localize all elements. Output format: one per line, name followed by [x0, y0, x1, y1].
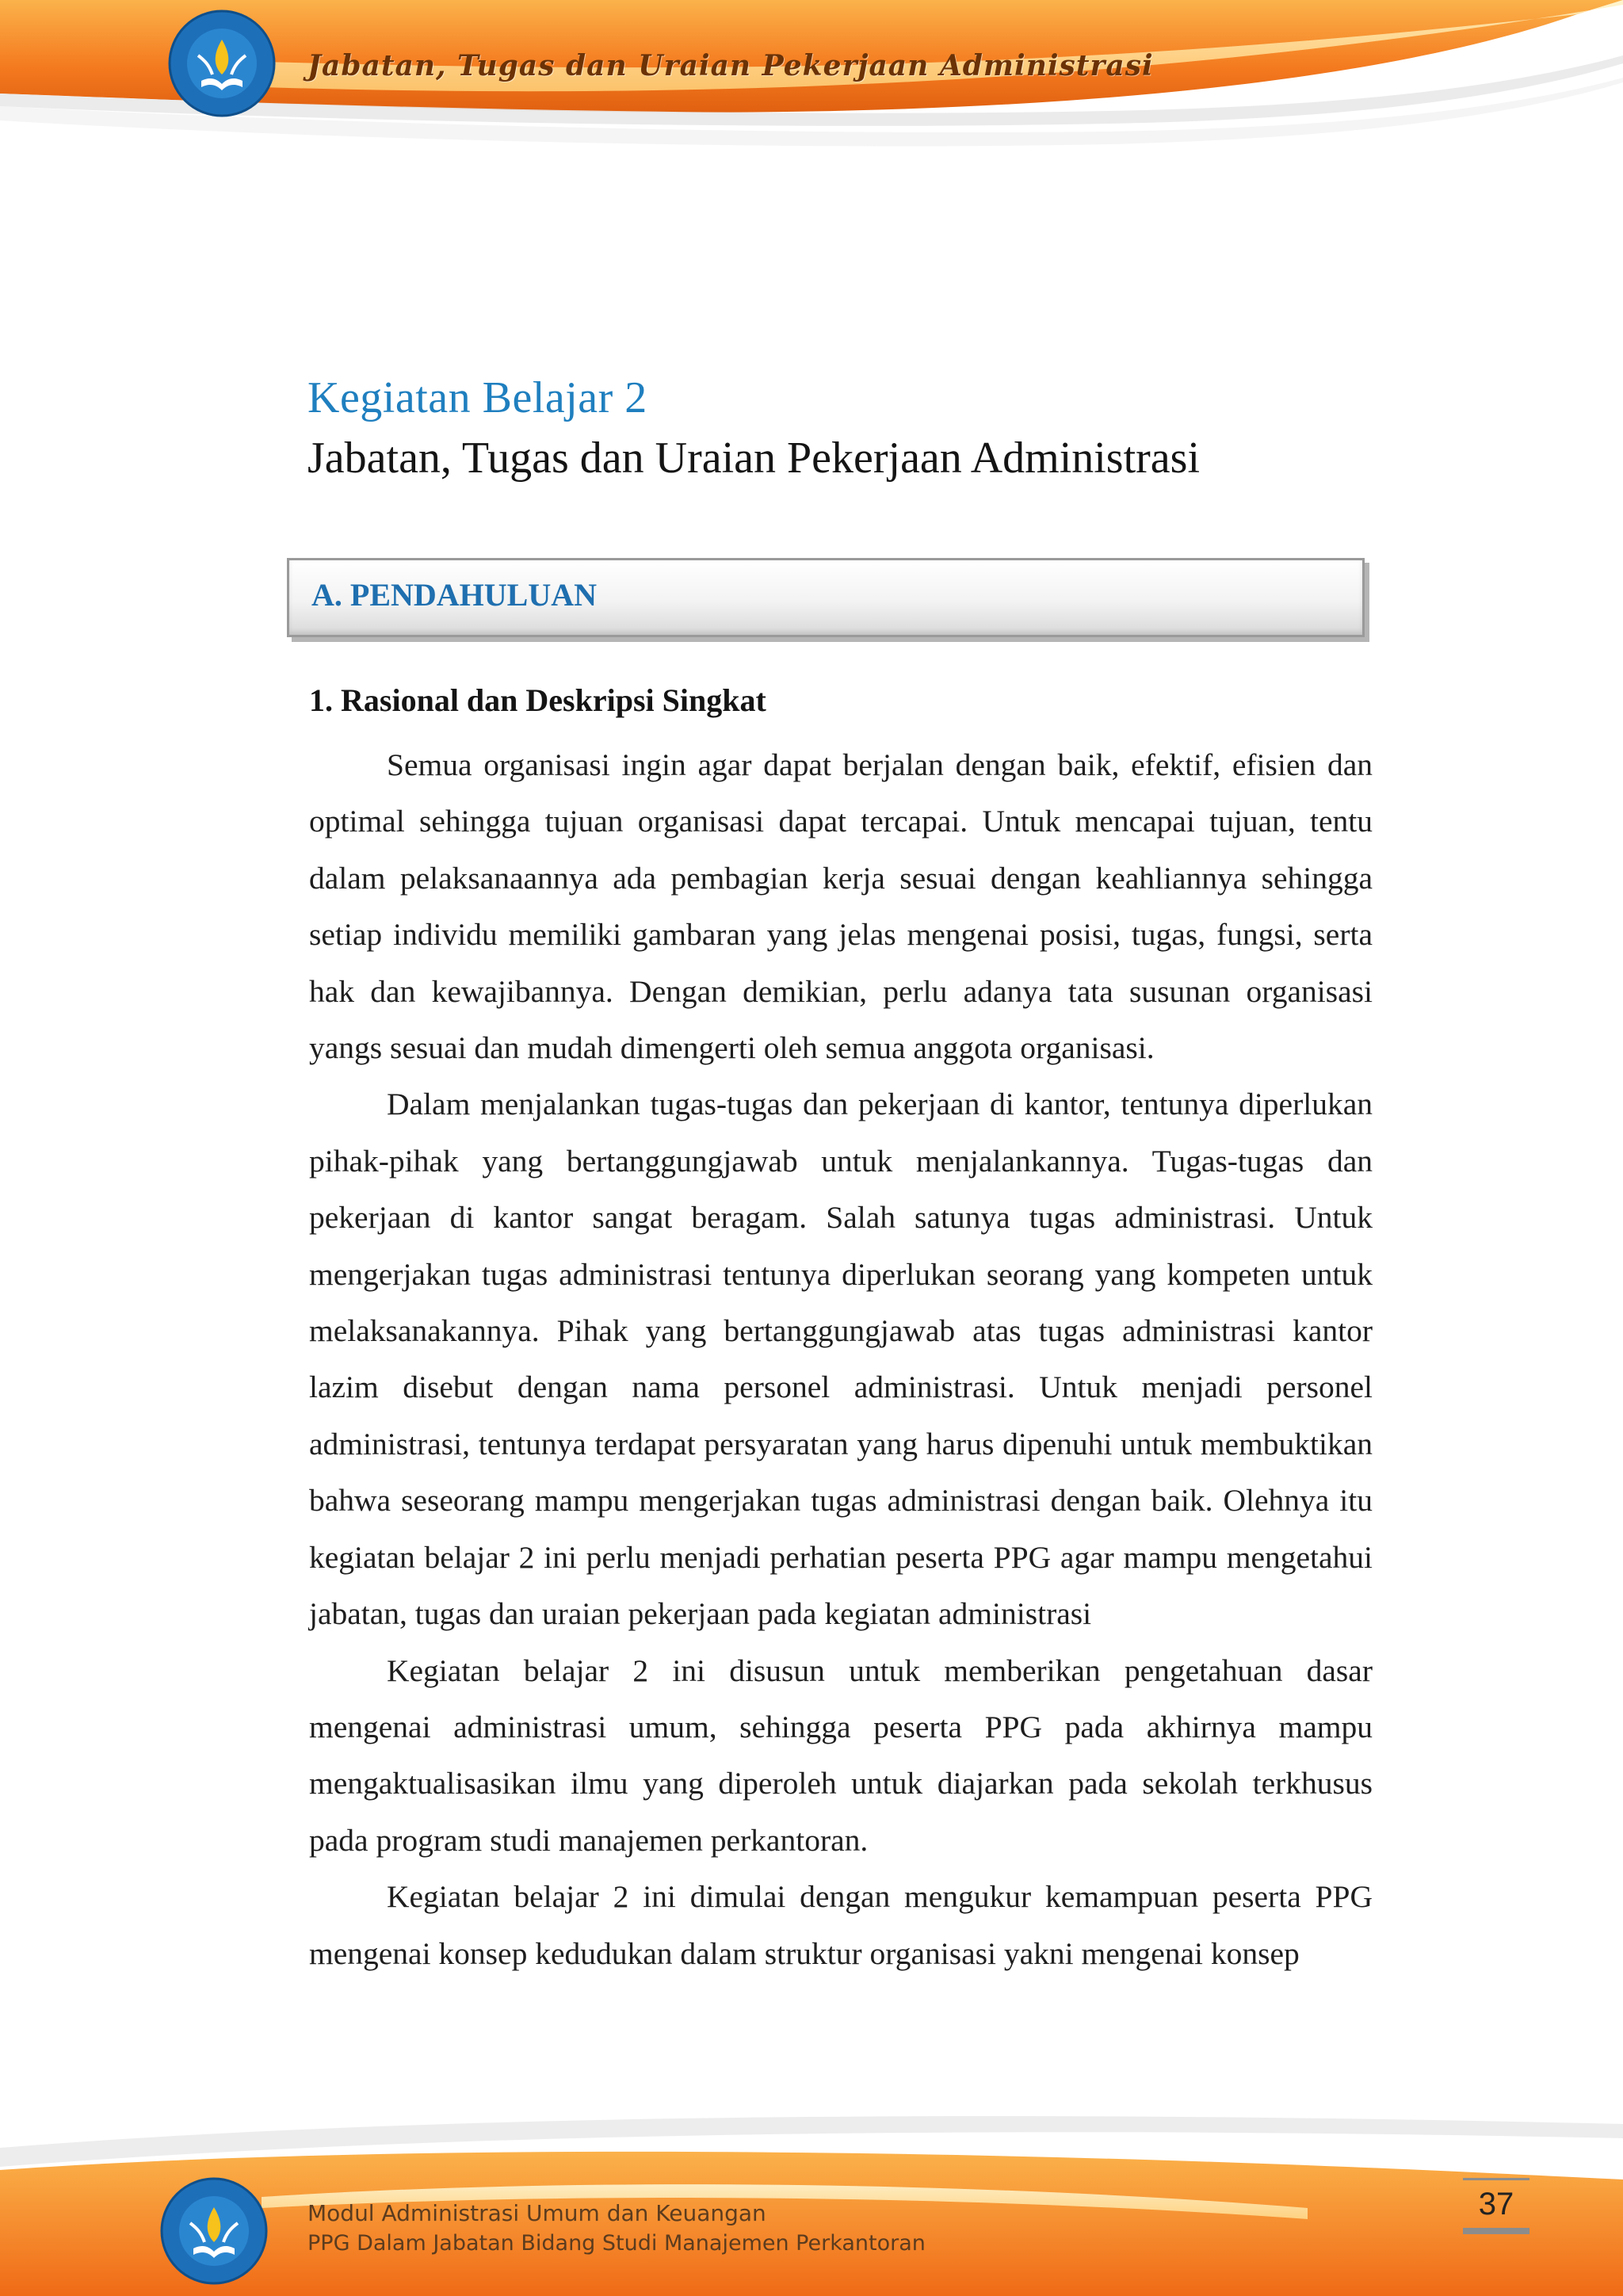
section-heading-box: [287, 558, 1365, 637]
paragraph: Kegiatan belajar 2 ini disusun untuk memberikan pengetahuan dasar mengenai administrasi umum, sehingga peserta PPG pada akhirnya mampu mengaktualisasikan ilmu yang diperoleh untuk diajarkan pada sekolah terkhusus pada program studi manajemen perkantoran.: [309, 1652, 1373, 1858]
paragraph: Dalam menjalankan tugas-tugas dan pekerjaan di kantor, tentunya diperlukan pihak-pihak yang bertanggungjawab untuk menjalankannya. Tugas-tugas dan pekerjaan di kantor sangat beragam. Salah satunya tugas administrasi. Untuk mengerjakan tugas administrasi tentunya diperlukan seorang yang kompeten untuk melaksanakannya. Pihak yang bertanggungjawab atas tugas administrasi kantor lazim disebut dengan nama personel administrasi. Untuk menjadi personel administrasi, tentunya terdapat persyaratan yang harus dipenuhi untuk membuktikan bahwa seseorang mampu mengerjakan tugas administrasi dengan baik. Olehnya itu kegiatan belajar 2 ini perlu menjadi perhatian peserta PPG agar mampu mengetahui jabatan, tugas dan uraian pekerjaan pada kegiatan administrasi: [309, 1087, 1373, 1632]
running-header-title: Jabatan, Tugas dan Uraian Pekerjaan Administrasi: [307, 49, 1154, 82]
lesson-label: Kegiatan Belajar 2: [307, 373, 647, 422]
tut-wuri-handayani-logo: [158, 2176, 269, 2286]
footer-program-title: PPG Dalam Jabatan Bidang Studi Manajemen Perkantoran: [307, 2231, 926, 2256]
section-heading: A. PENDAHULUAN: [311, 577, 597, 613]
body-text: [309, 737, 1373, 1982]
page-number: 37: [1463, 2178, 1529, 2234]
paragraph: Semua organisasi ingin agar dapat berjalan dengan baik, efektif, efisien dan optimal sehingga tujuan organisasi dapat tercapai. Untuk mencapai tujuan, tentu dalam pelaksanaannya ada pembagian kerja sesuai dengan keahliannya sehingga setiap individu memiliki gambaran yang jelas mengenai posisi, tugas, fungsi, serta hak dan kewajibannya. Dengan demikian, perlu adanya tata susunan organisasi yangs sesuai dan mudah dimengerti oleh semua anggota organisasi.: [309, 747, 1373, 1066]
subsection-heading: 1. Rasional dan Deskripsi Singkat: [309, 682, 766, 718]
paragraph: Kegiatan belajar 2 ini dimulai dengan mengukur kemampuan peserta PPG mengenai konsep kedudukan dalam struktur organisasi yakni mengenai konsep: [309, 1879, 1373, 1971]
footer-module-title: Modul Administrasi Umum dan Keuangan: [307, 2200, 766, 2226]
lesson-title: Jabatan, Tugas dan Uraian Pekerjaan Administrasi: [307, 434, 1201, 483]
tut-wuri-handayani-logo: [166, 8, 277, 119]
